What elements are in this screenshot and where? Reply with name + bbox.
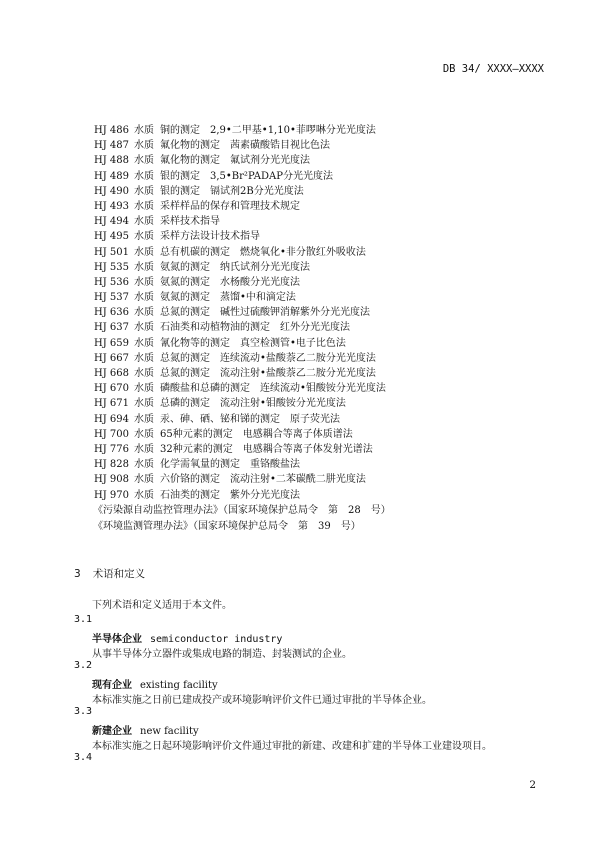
term-name-en: new facility	[140, 726, 199, 737]
standard-code: HJ 828	[94, 459, 129, 471]
standard-title: 磷酸盐和总磷的测定 连续流动•钼酸铵分光光度法	[160, 383, 386, 395]
standard-title: 铜的测定 2,9•二甲基•1,10•菲啰啉分光光度法	[160, 125, 376, 136]
standard-reference-row	[94, 138, 554, 153]
standard-title: 石油类和动植物油的测定 红外分光光度法	[160, 322, 350, 334]
standard-category: 水质	[134, 474, 154, 486]
standard-code: HJ 495	[94, 231, 129, 243]
standard-code: HJ 501	[94, 246, 129, 258]
standard-code: HJ 493	[94, 200, 129, 212]
section-title: 术语和定义	[92, 568, 146, 580]
standard-category: 水质	[134, 322, 154, 334]
standard-reference-row	[94, 396, 554, 411]
term-name-zh: 半导体企业	[92, 634, 142, 645]
standard-code: HJ 537	[94, 292, 129, 304]
standard-reference-row	[94, 366, 554, 381]
standard-category: 水质	[134, 216, 154, 228]
regulation-reference-row: 《环境监测管理办法》（国家环境保护总局令 第 39 号）	[93, 520, 361, 532]
standard-category: 水质	[134, 276, 154, 288]
standard-reference-row	[94, 184, 554, 199]
standard-title: 氟化物的测定 茜素磺酸锆目视比色法	[160, 140, 330, 152]
standard-reference-row	[94, 305, 554, 320]
standard-code: HJ 535	[94, 261, 129, 273]
standard-title: 总有机碳的测定 燃烧氧化•非分散红外吸收法	[160, 246, 366, 258]
standard-reference-row	[94, 351, 554, 366]
standard-reference-row	[94, 472, 554, 487]
standard-category: 水质	[134, 398, 154, 410]
standard-title: 总磷的测定 流动注射•钼酸铵分光光度法	[160, 398, 346, 410]
term-number: 3.1	[74, 614, 93, 625]
standard-reference-row	[94, 290, 554, 305]
standard-reference-row	[94, 260, 554, 275]
term-name	[92, 630, 282, 645]
standard-reference-row	[94, 427, 554, 442]
standard-reference-row	[94, 153, 554, 168]
standard-category: 水质	[134, 261, 154, 273]
standard-reference-row	[94, 199, 554, 214]
standard-reference-row	[94, 214, 554, 229]
standard-code: HJ 536	[94, 276, 129, 288]
standard-code: HJ 636	[94, 307, 129, 319]
standard-code: HJ 776	[94, 443, 129, 455]
standard-title: 汞、砷、硒、铋和锑的测定 原子荧光法	[160, 413, 340, 425]
standard-reference-row	[94, 457, 554, 472]
standard-code: HJ 489	[94, 170, 129, 182]
term-number: 3.2	[74, 660, 93, 671]
standard-reference-row	[94, 488, 554, 503]
normative-references-list	[94, 123, 554, 535]
standard-title: 总氮的测定 连续流动•盐酸萘乙二胺分光光度法	[160, 352, 376, 364]
standard-title: 采样样品的保存和管理技术规定	[160, 200, 300, 212]
standard-title: 采样技术指导	[160, 216, 220, 228]
standard-code: HJ 700	[94, 428, 129, 440]
standard-title: 氟化物的测定 氟试剂分光光度法	[160, 155, 310, 167]
standard-category: 水质	[134, 489, 154, 501]
standard-category: 水质	[134, 170, 154, 182]
standard-code: HJ 668	[94, 368, 129, 379]
term-name	[92, 676, 218, 691]
section-number: 3	[74, 568, 81, 580]
standard-code: HJ 488	[94, 155, 129, 167]
standard-title: 氨氮的测定 蒸馏•中和滴定法	[160, 292, 296, 304]
term-name	[92, 722, 199, 737]
standard-title: 化学需氧量的测定 重铬酸盐法	[160, 459, 300, 471]
standard-category: 水质	[134, 352, 154, 364]
document-code-header: DB 34/ XXXX—XXXX	[442, 63, 544, 75]
standard-reference-row	[94, 336, 554, 351]
standard-title: 氨氮的测定 水杨酸分光光度法	[160, 276, 300, 288]
standard-reference-row	[94, 245, 554, 260]
term-number: 3.4	[74, 752, 93, 763]
standard-reference-row	[94, 442, 554, 457]
standard-title: 银的测定 镉试剂2B分光光度法	[160, 185, 304, 197]
section-intro: 下列术语和定义适用于本文件。	[92, 600, 232, 611]
regulation-reference-row: 《污染源自动监控管理办法》（国家环境保护总局令 第 28 号）	[93, 504, 391, 516]
term-name-zh: 新建企业	[92, 726, 132, 737]
standard-code: HJ 486	[94, 125, 129, 136]
page-number: 2	[529, 779, 536, 791]
standard-code: HJ 671	[94, 398, 129, 410]
standard-category: 水质	[134, 246, 154, 258]
standard-reference-row	[94, 320, 554, 335]
standard-title: 总氮的测定 流动注射•盐酸萘乙二胺分光光度法	[160, 368, 376, 379]
term-name-zh: 现有企业	[92, 680, 132, 691]
standard-code: HJ 659	[94, 337, 129, 349]
standard-category: 水质	[134, 307, 154, 319]
standard-title: 银的测定 3,5•Br²PADAP分光光度法	[160, 170, 333, 182]
standard-category: 水质	[134, 413, 154, 425]
standard-category: 水质	[134, 200, 154, 212]
standard-reference-row	[94, 381, 554, 396]
standard-title: 32种元素的测定 电感耦合等离子体发射光谱法	[160, 443, 373, 455]
standard-code: HJ 667	[94, 352, 129, 364]
standard-code: HJ 970	[94, 489, 129, 501]
standard-reference-row	[94, 229, 554, 244]
standard-code: HJ 637	[94, 322, 129, 334]
term-number: 3.3	[74, 706, 93, 717]
standard-reference-row	[94, 169, 554, 184]
standard-category: 水质	[134, 155, 154, 167]
standard-code: HJ 670	[94, 383, 129, 395]
standard-category: 水质	[134, 231, 154, 243]
term-definition: 从事半导体分立器件或集成电路的制造、封装测试的企业。	[92, 649, 352, 660]
standard-category: 水质	[134, 292, 154, 304]
standard-title: 氰化物等的测定 真空检测管•电子比色法	[160, 337, 346, 349]
standard-category: 水质	[134, 140, 154, 152]
standard-reference-row	[94, 123, 554, 138]
standard-title: 总氮的测定 碱性过硫酸钾消解紫外分光光度法	[160, 307, 370, 319]
standard-category: 水质	[134, 337, 154, 349]
standard-code: HJ 494	[94, 216, 129, 228]
term-name-en: semiconductor industry	[150, 634, 283, 645]
standard-title: 65种元素的测定 电感耦合等离子体质谱法	[160, 428, 353, 440]
section-heading	[74, 566, 157, 581]
standard-code: HJ 694	[94, 413, 129, 425]
standard-category: 水质	[134, 185, 154, 197]
standard-category: 水质	[134, 443, 154, 455]
standard-code: HJ 487	[94, 140, 129, 152]
standard-category: 水质	[134, 428, 154, 440]
standard-category: 水质	[134, 459, 154, 471]
standard-reference-row	[94, 412, 554, 427]
term-name-en: existing facility	[140, 680, 218, 691]
standard-code: HJ 908	[94, 474, 129, 486]
standard-title: 采样方法设计技术指导	[160, 231, 260, 243]
standard-title: 六价铬的测定 流动注射•二苯碳酰二肼光度法	[160, 474, 366, 486]
standard-reference-row	[94, 275, 554, 290]
term-definition: 本标准实施之日前已建成投产或环境影响评价文件已通过审批的半导体企业。	[92, 695, 432, 706]
standard-category: 水质	[134, 383, 154, 395]
standard-category: 水质	[134, 368, 154, 379]
standard-title: 石油类的测定 紫外分光光度法	[160, 489, 300, 501]
standard-category: 水质	[134, 125, 154, 136]
standard-title: 氨氮的测定 纳氏试剂分光光度法	[160, 261, 310, 273]
standard-code: HJ 490	[94, 185, 129, 197]
term-definition: 本标准实施之日起环境影响评价文件通过审批的新建、改建和扩建的半导体工业建设项目。	[92, 741, 492, 752]
